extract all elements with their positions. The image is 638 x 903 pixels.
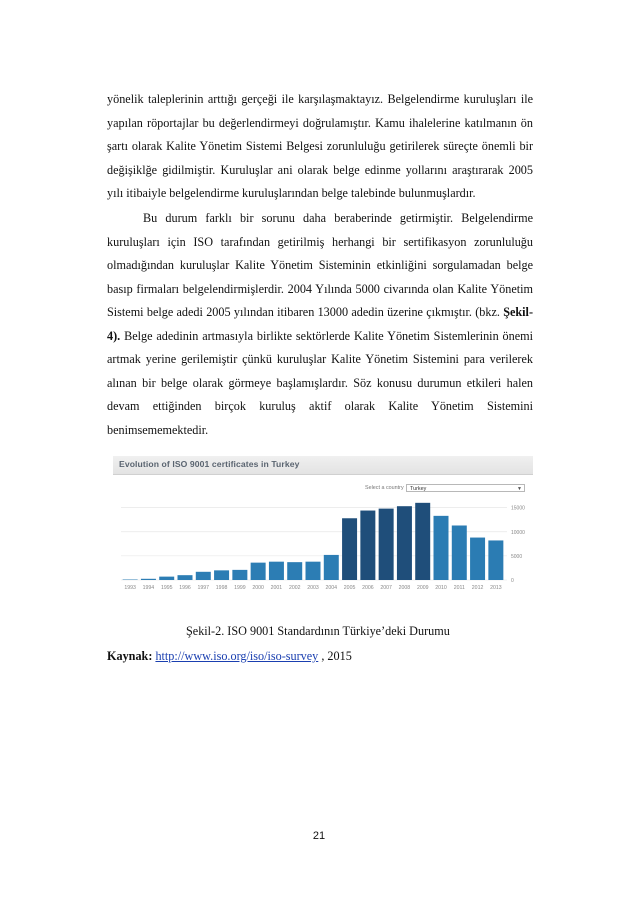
- bar-2002: [287, 562, 302, 580]
- y-tick-label: 0: [511, 578, 514, 584]
- bar-2008: [397, 506, 412, 580]
- x-tick-label-2005: 2005: [343, 585, 356, 591]
- bar-2010: [434, 516, 449, 580]
- bar-2001: [269, 562, 284, 580]
- x-tick-label-2012: 2012: [471, 585, 484, 591]
- x-tick-label-1998: 1998: [215, 585, 228, 591]
- y-tick-label: 15000: [511, 505, 525, 512]
- bar-2009: [415, 503, 430, 580]
- x-tick-label-2010: 2010: [435, 585, 447, 591]
- page-number: 21: [312, 830, 326, 842]
- paragraph-1: yönelik taleplerinin arttığı gerçeği ile karşılaşmaktayız. Belgelendirme kuruluşları ile yapılan röportajlar bu değerlendirmeyi doğrulamıştır. Kamu ihalelerine katılmanın ön şartı olarak Kalite Yönetim Sistemi Belgesi zorunluluğu getirilerek süreçte önemli bir değişiklğe gidilmiştir. Kuruluşlar ani olarak belge edinme yollarını araştırarak 2005 yılı itibaiyle belgelendirme kuruluşlarından belge talebinde bulunmuşlardır.: [107, 92, 533, 200]
- country-select-label: Select a country: [365, 485, 404, 491]
- figure-chart: [113, 456, 533, 596]
- source-line: [107, 649, 352, 664]
- x-tick-label-1994: 1994: [142, 585, 155, 591]
- x-tick-label-2007: 2007: [380, 585, 392, 591]
- bar-1994: [141, 579, 156, 580]
- x-tick-label-2006: 2006: [362, 585, 374, 591]
- x-tick-label-2002: 2002: [288, 585, 301, 591]
- bar-1996: [178, 575, 193, 580]
- x-tick-label-1995: 1995: [160, 585, 173, 591]
- bar-2007: [379, 509, 394, 580]
- bar-chart: [113, 494, 533, 596]
- bar-1995: [159, 577, 174, 580]
- x-tick-label-2003: 2003: [307, 585, 319, 591]
- figure-reference: Şekil-4).: [107, 305, 533, 343]
- chevron-down-icon: ▼: [517, 486, 522, 492]
- bar-2004: [324, 555, 339, 580]
- x-tick-label-1993: 1993: [124, 585, 136, 591]
- x-tick-label-2000: 2000: [252, 585, 264, 591]
- bar-2006: [360, 511, 375, 580]
- y-tick-label: 5000: [511, 553, 523, 560]
- country-select[interactable]: [406, 484, 525, 492]
- x-tick-label-2009: 2009: [416, 585, 429, 591]
- bar-2003: [306, 562, 321, 580]
- bar-1997: [196, 572, 211, 580]
- x-tick-label-2008: 2008: [398, 585, 411, 591]
- bar-2000: [251, 563, 266, 580]
- x-tick-label-2001: 2001: [270, 585, 283, 591]
- paragraph-2-text-a: Bu durum farklı bir sorunu daha beraberinde getirmiştir. Belgelendirme kuruluşları için ISO tarafından getirilmiş herhangi bir sertifikasyon zorunluluğu olmadığından kuruluşlar Kalite Yönetim Sisteminin etkinliğini sorgulamadan belge basıp firmaları belgelendirmişlerdir. 2004 Yılında 5000 civarında olan Kalite Yönetim Sistemi belge adedi 2005 yılından itibaren 13000 adedin üzerine çıkmıştır. (bkz.: [107, 211, 533, 319]
- x-tick-label-1997: 1997: [197, 585, 210, 591]
- y-tick-label: 10000: [511, 529, 525, 536]
- paragraph-2-text-b: Belge adedinin artmasıyla birlikte sektörlerde Kalite Yönetim Sistemlerinin önemi artmak yerine gerilemiştir çünkü kuruluşlar Kalite Yönetim Sistemini para verilerek alınan bir belge olarak görmeye başlamışlardır. Söz konusu durumun etkileri halen devam ettiğinden birçok kuruluş aktif olarak Kalite Yönetim Sistemini benimsememektedir.: [107, 328, 533, 437]
- bar-2013: [488, 540, 503, 580]
- bar-2011: [452, 525, 467, 580]
- chart-header: [113, 456, 533, 475]
- bar-1999: [232, 570, 247, 580]
- x-tick-label-1996: 1996: [179, 585, 191, 591]
- bar-2005: [342, 518, 357, 580]
- x-tick-label-1999: 1999: [234, 585, 246, 591]
- source-label: Kaynak:: [107, 649, 153, 663]
- figure-caption: Şekil-2. ISO 9001 Standardının Türkiye’deki Durumu: [186, 624, 450, 638]
- country-select-value: Turkey: [410, 486, 427, 492]
- chart-title: Evolution of ISO 9001 certificates in Turkey: [119, 459, 300, 469]
- source-suffix: , 2015: [318, 649, 352, 663]
- bar-2012: [470, 538, 485, 580]
- paragraph-2: [107, 207, 533, 442]
- x-tick-label-2004: 2004: [325, 585, 338, 591]
- bar-1998: [214, 570, 229, 580]
- x-tick-label-2011: 2011: [453, 585, 465, 591]
- x-tick-label-2013: 2013: [490, 585, 502, 591]
- source-link[interactable]: http://www.iso.org/iso/iso-survey: [155, 649, 319, 663]
